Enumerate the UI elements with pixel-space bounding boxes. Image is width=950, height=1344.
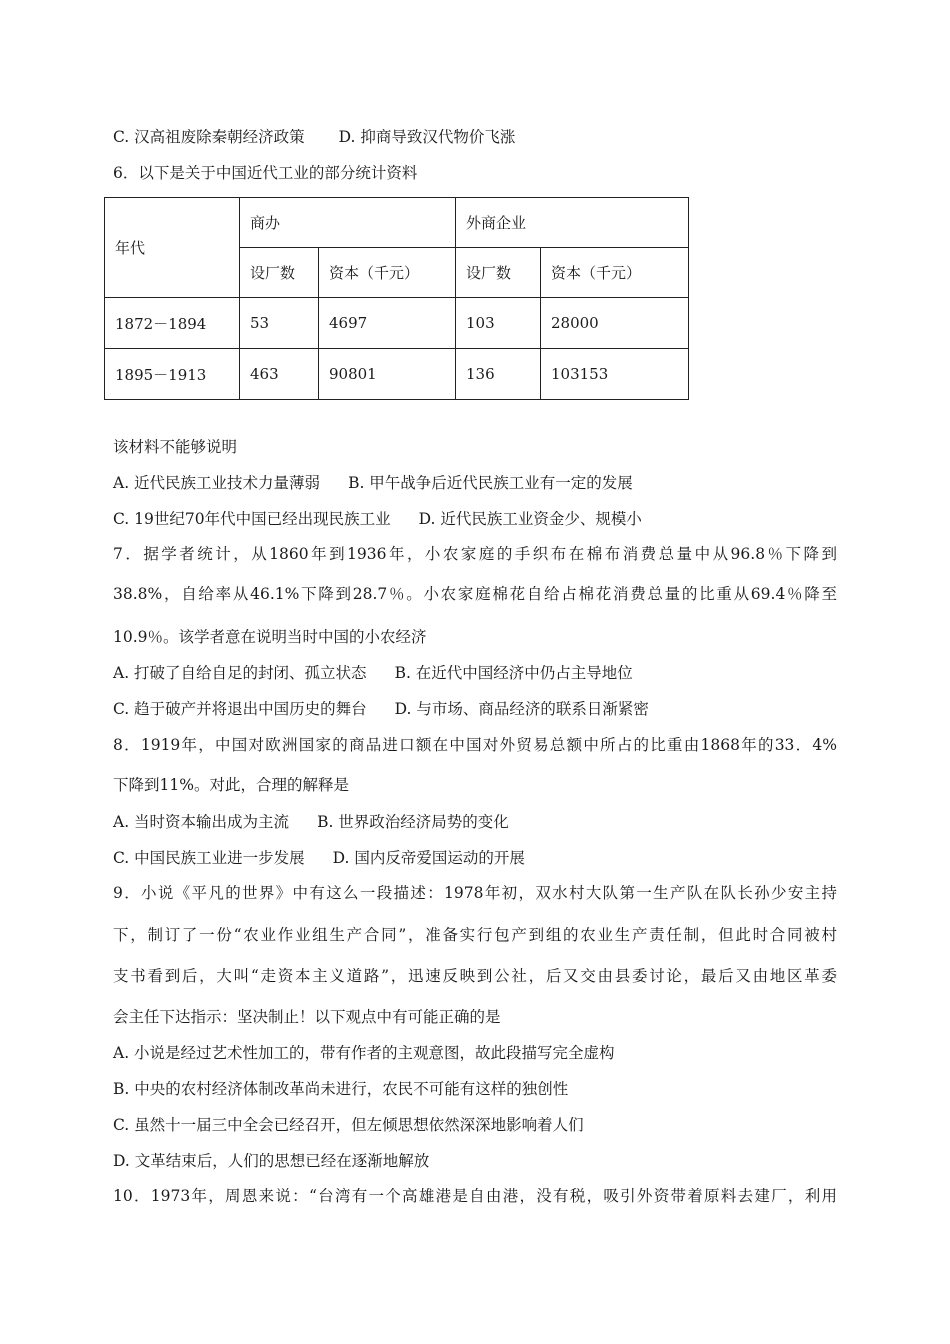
q9-option-b: B. 中央的农村经济体制改革尚未进行，农民不可能有这样的独创性 xyxy=(113,1080,569,1098)
q7-options-cd xyxy=(113,699,649,719)
q6-option-c: C. 19世纪70年代中国已经出现民族工业 xyxy=(113,510,391,528)
q7-option-a: A. 打破了自给自足的封闭、孤立状态 xyxy=(113,664,367,682)
table-header-dom-factories: 设厂数 xyxy=(240,248,319,298)
q5-option-c: C. 汉高祖废除秦朝经济政策 xyxy=(113,128,305,146)
table-cell-for-factories: 136 xyxy=(456,349,541,400)
q6-option-a: A. 近代民族工业技术力量薄弱 xyxy=(113,474,321,492)
q8-options-ab xyxy=(113,812,509,832)
q7-options-ab xyxy=(113,663,633,683)
table-cell-for-capital: 28000 xyxy=(541,298,689,349)
table-cell-era: 1895－1913 xyxy=(105,349,240,400)
table-row xyxy=(105,349,689,400)
q7-option-d: D. 与市场、商品经济的联系日渐紧密 xyxy=(394,700,649,718)
table-cell-dom-factories: 53 xyxy=(240,298,319,349)
q5-option-d: D. 抑商导致汉代物价飞涨 xyxy=(338,128,516,146)
table-cell-era: 1872－1894 xyxy=(105,298,240,349)
table-header-foreign: 外商企业 xyxy=(456,198,689,248)
table-cell-dom-capital: 90801 xyxy=(319,349,456,400)
q9-option-d: D. 文革结束后，人们的思想已经在逐渐地解放 xyxy=(113,1152,430,1170)
table-header-for-capital: 资本（千元） xyxy=(541,248,689,298)
q9-stem-line3: 支书看到后，大叫“走资本主义道路”，迅速反映到公社，后又交由县委讨论，最后又由地区革委 xyxy=(113,967,837,985)
q9-option-a: A. 小说是经过艺术性加工的，带有作者的主观意图，故此段描写完全虚构 xyxy=(113,1044,615,1062)
q6-option-b: B. 甲午战争后近代民族工业有一定的发展 xyxy=(348,474,633,492)
q7-stem-line2: 38.8%，自给率从46.1%下降到28.7％。小农家庭棉花自给占棉花消费总量的比重从69.4％降至 xyxy=(113,585,837,603)
table-header-domestic: 商办 xyxy=(240,198,456,248)
q9-option-c: C. 虽然十一届三中全会已经召开，但左倾思想依然深深地影响着人们 xyxy=(113,1116,584,1134)
q6-options-ab xyxy=(113,473,633,493)
q7-stem-line1: 7．据学者统计，从1860年到1936年，小农家庭的手织布在棉布消费总量中从96.8％下降到 xyxy=(113,545,837,563)
q10-stem-line1: 10．1973年，周恩来说：“台湾有一个高雄港是自由港，没有税，吸引外资带着原料去建厂，利用 xyxy=(113,1187,837,1205)
q7-option-b: B. 在近代中国经济中仍占主导地位 xyxy=(394,664,633,682)
table-row xyxy=(105,298,689,349)
q6-option-d: D. 近代民族工业资金少、规模小 xyxy=(418,510,642,528)
q8-option-b: B. 世界政治经济局势的变化 xyxy=(317,813,509,831)
q7-option-c: C. 趋于破产并将退出中国历史的舞台 xyxy=(113,700,367,718)
q6-options-cd xyxy=(113,509,642,529)
table-cell-for-factories: 103 xyxy=(456,298,541,349)
q6-prompt: 该材料不能够说明 xyxy=(113,438,238,456)
q8-option-d: D. 国内反帝爱国运动的开展 xyxy=(332,849,525,867)
table-header-era: 年代 xyxy=(105,198,240,298)
q5-options-cd xyxy=(113,127,515,147)
q8-stem-line1: 8．1919年，中国对欧洲国家的商品进口额在中国对外贸易总额中所占的比重由1868年的33．4% xyxy=(113,736,837,754)
q6-stem: 6．以下是关于中国近代工业的部分统计资料 xyxy=(113,164,418,182)
table-cell-dom-capital: 4697 xyxy=(319,298,456,349)
table-cell-dom-factories: 463 xyxy=(240,349,319,400)
table-header-dom-capital: 资本（千元） xyxy=(319,248,456,298)
q8-option-a: A. 当时资本输出成为主流 xyxy=(113,813,290,831)
q8-option-c: C. 中国民族工业进一步发展 xyxy=(113,849,305,867)
q9-stem-line4: 会主任下达指示：坚决制止！以下观点中有可能正确的是 xyxy=(113,1008,501,1026)
q9-stem-line2: 下，制订了一份“农业作业组生产合同”，准备实行包产到组的农业生产责任制，但此时合同被村 xyxy=(113,926,837,944)
table-header-for-factories: 设厂数 xyxy=(456,248,541,298)
q9-stem-line1: 9．小说《平凡的世界》中有这么一段描述：1978年初，双水村大队第一生产队在队长孙少安主持 xyxy=(113,884,837,902)
table-cell-for-capital: 103153 xyxy=(541,349,689,400)
industry-stats-table xyxy=(104,197,689,400)
q8-stem-line2: 下降到11%。对此，合理的解释是 xyxy=(113,776,349,794)
q7-stem-line3: 10.9％。该学者意在说明当时中国的小农经济 xyxy=(113,628,427,646)
q8-options-cd xyxy=(113,848,525,868)
